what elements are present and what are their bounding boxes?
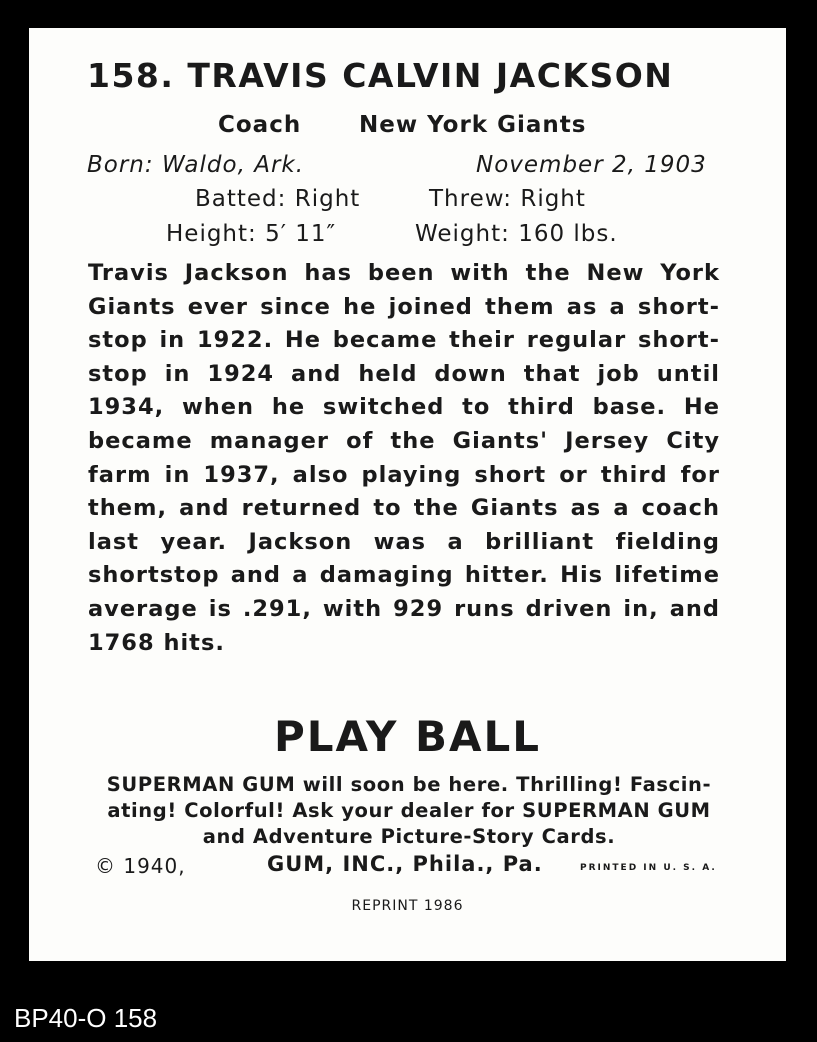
reprint-text: REPRINT 1986 bbox=[351, 898, 464, 914]
card-back bbox=[29, 28, 786, 961]
batted-label: Batted: Right bbox=[195, 186, 361, 212]
ad-line-2: ating! Colorful! Ask your dealer for SUPERMAN GUM bbox=[107, 799, 711, 822]
ad-text bbox=[79, 772, 739, 850]
ad-line-1: SUPERMAN GUM will soon be here. Thrilling! Fascin- bbox=[106, 773, 712, 796]
born-place: Born: Waldo, Ark. bbox=[87, 152, 305, 178]
position-label: Coach bbox=[218, 112, 302, 138]
card-title: 158. TRAVIS CALVIN JACKSON bbox=[87, 56, 674, 95]
weight-label: Weight: 160 lbs. bbox=[415, 221, 618, 247]
threw-label: Threw: Right bbox=[429, 186, 586, 212]
team-label: New York Giants bbox=[359, 112, 587, 138]
printed-in-text: PRINTED IN U. S. A. bbox=[580, 863, 717, 873]
born-date: November 2, 1903 bbox=[476, 152, 707, 178]
ad-line-3: and Adventure Picture-Story Cards. bbox=[202, 825, 616, 848]
catalog-label: BP40-O 158 bbox=[14, 1003, 158, 1033]
bio-text: Travis Jackson has been with the New York Giants ever since he joined them as a short-stop in 1922. He became their regular short-stop in 1924 and held down that job until 1934, when he switched to third base. He became manager of the Giants' Jersey City farm in 1937, also playing short or third for them, and returned to the Giants as a coach last year. Jackson was a brilliant fielding shortstop and a damaging hitter. His lifetime average is .291, with 929 runs driven in, and 1768 hits. bbox=[88, 260, 720, 656]
height-label: Height: 5′ 11″ bbox=[166, 221, 337, 247]
publisher-text: GUM, INC., Phila., Pa. bbox=[267, 852, 543, 876]
play-ball-heading: PLAY BALL bbox=[273, 712, 542, 761]
copyright-text: © 1940, bbox=[95, 854, 186, 878]
